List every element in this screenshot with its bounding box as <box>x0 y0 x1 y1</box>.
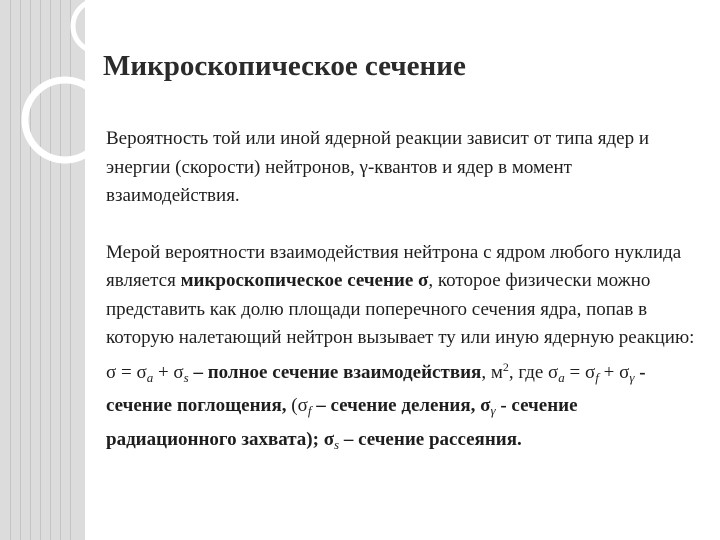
text-run: , где σ <box>508 361 559 383</box>
term-fission-cross-section: – сечение деления, σ <box>311 395 491 416</box>
term-total-cross-section: – полное сечение взаимодействия <box>188 361 482 383</box>
term-absorption-cross-section: - сечение поглощения, <box>106 361 646 416</box>
superscript-2: 2 <box>502 359 509 374</box>
text-run: , которое физически можно представить как долю площади поперечного сечения ядра, попав в которую налетающий нейтрон вызывает ту или иную ядерную реакцию: σ = σ <box>106 270 695 383</box>
large-ring <box>25 80 105 160</box>
text-run: (σ <box>286 395 308 416</box>
term-scattering-cross-section: – сечение рассеяния. <box>339 428 522 450</box>
term-capture-cross-section: - сечение радиационного захвата); σ <box>106 395 578 450</box>
subscript-gamma: γ <box>490 403 496 418</box>
slide-title: Микроскопическое сечение <box>103 50 466 82</box>
subscript-f: f <box>307 403 312 418</box>
subscript-a: a <box>558 369 565 385</box>
text-run: + σ <box>598 361 630 383</box>
slide-body <box>106 125 702 459</box>
subscript-a: a <box>146 369 154 385</box>
text-run: + σ <box>153 361 184 383</box>
subscript-gamma: γ <box>629 369 635 385</box>
text-run: = σ <box>564 361 596 383</box>
text-run: , м <box>481 361 503 383</box>
paragraph-probability: Вероятность той или иной ядерной реакции зависит от типа ядер и энергии (скорости) нейтронов, γ-квантов и ядер в момент взаимодействия. <box>106 128 649 206</box>
text-run: Мерой вероятности взаимодействия нейтрона с ядром любого нуклида является <box>106 241 682 291</box>
subscript-s: s <box>334 436 340 452</box>
subscript-f: f <box>595 369 599 385</box>
paragraph-cross-section <box>106 239 702 460</box>
term-micro-cross-section: микроскопическое сечение σ <box>180 270 429 291</box>
subscript-s: s <box>183 369 189 385</box>
